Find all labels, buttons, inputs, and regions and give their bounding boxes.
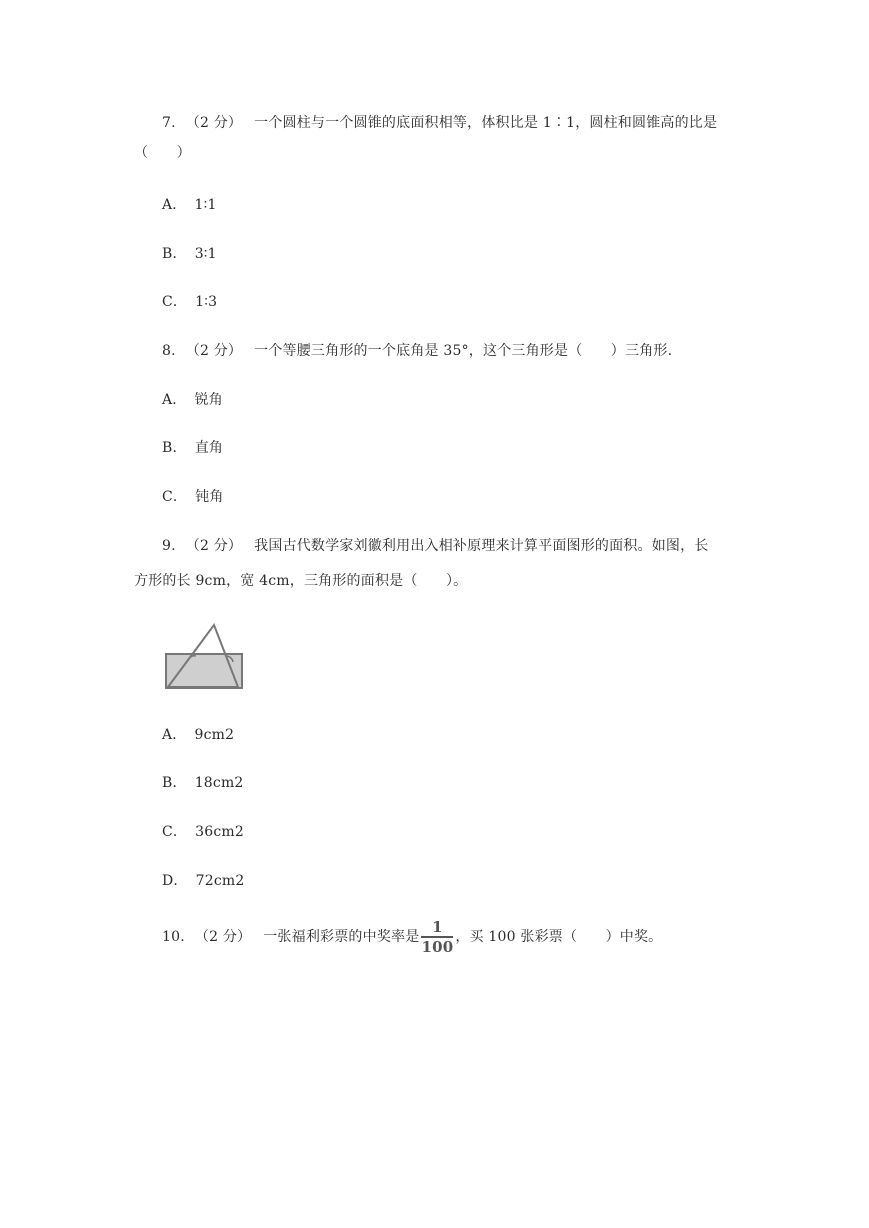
question-7-option-b <box>162 244 217 264</box>
option-text: 9cm2 <box>194 727 235 743</box>
question-9-option-b <box>162 773 244 793</box>
option-letter: C． <box>162 824 188 840</box>
question-8-line-1 <box>162 341 672 361</box>
question-7-option-c <box>162 292 217 312</box>
question-text-after: ，买 100 张彩票（ ）中奖。 <box>455 929 663 945</box>
option-letter: C． <box>162 294 188 310</box>
option-text: 36cm2 <box>195 824 244 840</box>
option-letter: B． <box>162 246 187 262</box>
option-letter: A． <box>162 197 187 213</box>
option-text: 3∶1 <box>194 246 217 262</box>
option-text: 1∶1 <box>194 197 217 213</box>
question-number: 9. <box>162 538 176 554</box>
option-letter: B． <box>162 440 187 456</box>
option-text: 直角 <box>194 440 224 456</box>
question-10-line-1 <box>162 918 662 956</box>
question-number: 8. <box>162 343 176 359</box>
option-letter: A． <box>162 727 187 743</box>
question-score: （2 分） <box>185 343 243 359</box>
question-text: 我国古代数学家刘徽利用出入相补原理来计算平面图形的面积。如图，长 <box>254 538 709 554</box>
option-text: 72cm2 <box>195 873 245 889</box>
option-text: 钝角 <box>195 489 224 505</box>
figure-svg <box>162 622 246 692</box>
question-7-option-a <box>162 195 217 215</box>
option-letter: C． <box>162 489 188 505</box>
option-letter: D． <box>162 873 188 889</box>
figure-rectangle <box>166 654 242 688</box>
question-9-option-a <box>162 725 234 745</box>
question-score: （2 分） <box>185 538 243 554</box>
question-score: （2 分） <box>194 929 252 945</box>
rectangle-triangle-figure <box>162 622 246 692</box>
question-9-line-2: 方形的长 9cm，宽 4cm，三角形的面积是（ ）。 <box>134 573 468 589</box>
fraction-denominator: 100 <box>421 938 454 956</box>
question-8-option-b <box>162 438 223 458</box>
option-text: 1∶3 <box>195 294 218 310</box>
question-8-option-c <box>162 487 224 507</box>
question-text: 一个圆柱与一个圆锥的底面积相等，体积比是 1∶1，圆柱和圆锥高的比是 <box>254 115 718 131</box>
option-text: 锐角 <box>194 392 223 408</box>
question-score: （2 分） <box>185 115 243 131</box>
option-letter: A． <box>162 392 187 408</box>
question-9-option-c <box>162 822 244 842</box>
question-7-line-1 <box>162 113 717 133</box>
question-text-before: 一张福利彩票的中奖率是 <box>263 929 420 945</box>
fraction <box>421 919 453 955</box>
question-9-line-1 <box>162 536 709 556</box>
option-letter: B． <box>162 775 187 791</box>
question-number: 10. <box>162 929 185 945</box>
question-9-option-d <box>162 871 244 891</box>
question-8-option-a <box>162 390 223 410</box>
question-7-line-2: （ ） <box>134 145 191 161</box>
question-text: 一个等腰三角形的一个底角是 35°，这个三角形是（ ）三角形. <box>254 343 673 359</box>
option-text: 18cm2 <box>194 775 244 791</box>
fraction-numerator: 1 <box>432 918 443 936</box>
question-number: 7. <box>162 115 176 131</box>
